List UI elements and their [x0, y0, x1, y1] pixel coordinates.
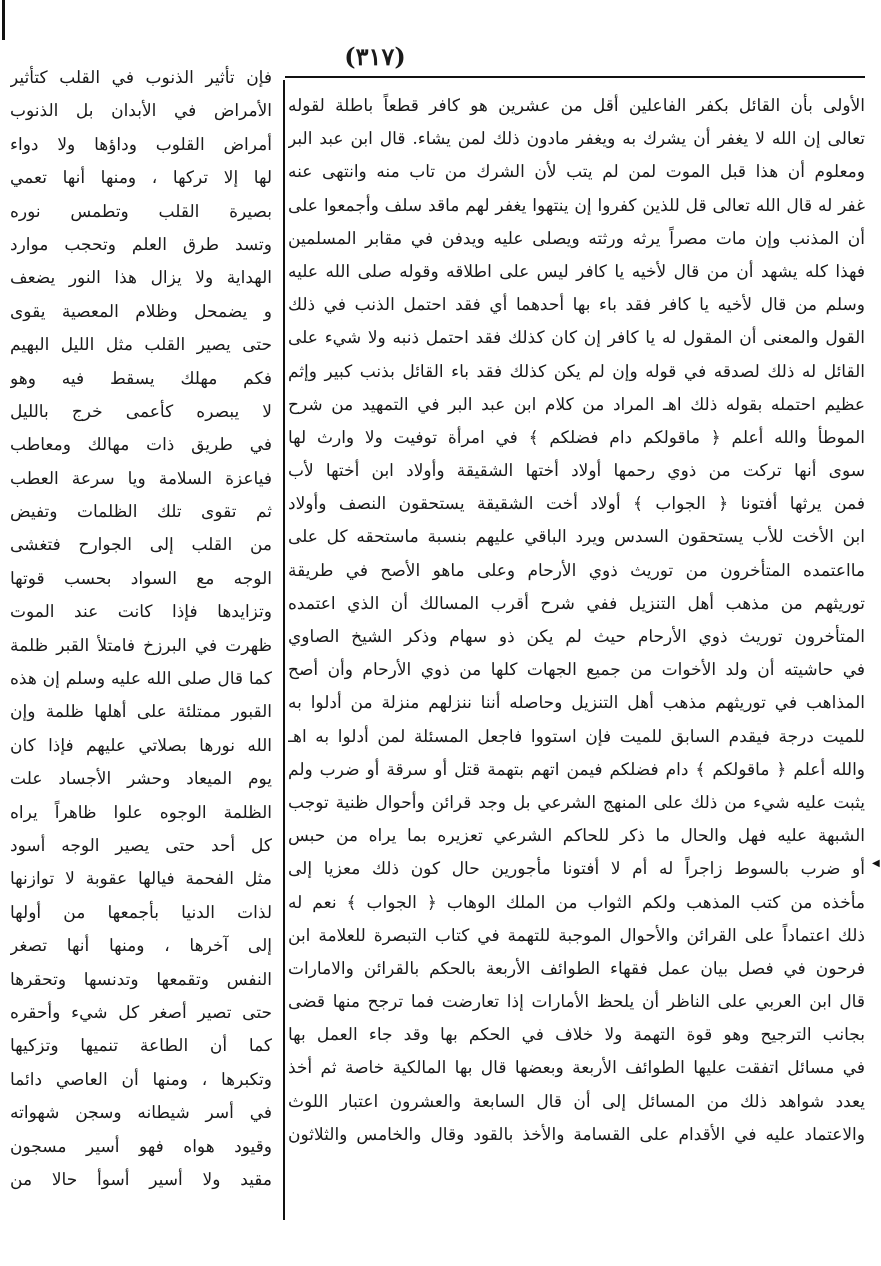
page-number: (٣١٧)	[344, 42, 406, 71]
main-text-line: عظيم احتمله بقوله ذلك اهـ المراد من كلام ابن عبد البر في التمهيد من شرح	[288, 394, 865, 415]
side-text-line: في طريق ذات مهالك ومعاطب	[10, 435, 272, 456]
main-text-line: غفر له قال الله تعالى قل للذين كفروا إن ينتهوا يغفر لهم ماقد سلف وأجمعوا على	[288, 195, 865, 216]
side-text-line: الأمراض في الأبدان بل الذنوب	[10, 101, 272, 122]
side-text-line: كما أن الطاعة تنميها وتزكيها	[10, 1036, 272, 1057]
side-text-line: القبور ممتلئة على أهلها ظلمة وإن	[10, 702, 272, 723]
side-text-line: حتى تصير أصغر كل شيء وأحقره	[10, 1002, 272, 1023]
side-text-line: النفس وتقمعها وتدنسها وتحقرها	[10, 969, 272, 990]
main-text-line: الأولى بأن القائل بكفر الفاعلين أقل من عشرين هو كافر قطعاً باطلة لقوله	[288, 96, 865, 116]
side-text-line: الوجه مع السواد بحسب قوتها	[10, 568, 272, 589]
side-text-line: مثل الفحمة فيالها عقوبة لا توازنها	[10, 869, 272, 890]
side-text-line: الله نورها بصلاتي عليهم فإذا كان	[10, 735, 272, 756]
side-text-line: كما قال صلى الله عليه وسلم إن هذه	[10, 669, 272, 690]
side-text-line: الهداية ولا يزال هذا النور يضعف	[10, 268, 272, 289]
side-text-line: فياعزة السلامة ويا سرعة العطب	[10, 468, 272, 489]
main-text-line: للميت درجة فيقدم السابق للميت فإن استووا فاجعل المسئلة لمن أدلوا به اهـ	[288, 726, 865, 747]
main-text-line: سوى أنها تركت من ذوي رحمها أولاد أختها الشقيقة وأولاد ابن أختها لأب	[288, 461, 865, 482]
side-text-line: ظهرت في البرزخ فامتلأ القبر ظلمة	[10, 635, 272, 656]
main-text-line: تعالى إن الله لا يغفر أن يشرك به ويغفر مادون ذلك لمن يشاء. قال ابن عبد البر	[288, 129, 865, 150]
side-text-line: حتى يصير القلب مثل الليل البهيم	[10, 335, 272, 356]
main-text-line: بجانب الترجيح وهو قوة التهمة ولا خلاف في الحكم بها وقد جاء العمل بها	[288, 1025, 865, 1046]
main-text-line: القائل له ذلك لصدقه في قوله وإن لم يكن كذلك فقد باء القائل بذنب كبير وإثم	[288, 361, 865, 382]
main-text-line: مأخذه من كتب المذهب ولكم الثواب من الملك الوهاب ﴿ الجواب ﴾ نعم له	[288, 892, 865, 913]
main-text-line: أو ضرب بالسوط زاجراً له أم لا أفتونا مأجورين حال كون ذلك معزيا إلى	[288, 859, 865, 880]
main-text-line: يثبت عليه شيء من ذلك على المنهج الشرعي بل وجد قرائن وأحوال ظنية توجب	[288, 792, 865, 813]
side-text-line: الظلمة الوجوه علوا ظاهراً يراه	[10, 802, 272, 823]
main-text-line: فمن يرثها أفتونا ﴿ الجواب ﴾ أولاد أخت الشقيقة يستحقون النصف وأولاد	[288, 494, 865, 515]
main-text-line: توريثهم من مذهب أهل التنزيل ففي شرح أقرب المسالك أن الذي اعتمده	[288, 593, 865, 614]
side-text-line: و يضمحل وظلام المعصية يقوى	[10, 301, 272, 322]
main-text-line: أن المذنب وإن مات مصراً يرثه ورثته ويصلى عليه ويدفن في مقابر المسلمين	[288, 228, 865, 249]
main-text-line: وسلم من قال لأخيه يا كافر فقد باء بها أحدهما أي فقد احتمل الذنب في ذلك	[288, 295, 865, 316]
main-text-line: ومعلوم أن هذا قبل الموت لمن لم يتب لأن الشرك من تاب منه وانتهى عنه	[288, 162, 865, 183]
side-text-line: إلى آخرها ، ومنها أنها تصغر	[10, 936, 272, 957]
main-text-line: والله أعلم ﴿ ماقولكم ﴾ دام فضلكم فيمن اتهم بتهمة قتل أو سرقة أو ضرب ولم	[288, 759, 865, 780]
main-text-column	[288, 90, 865, 1218]
main-text-line: قال ابن العربي على الناظر أن يلحظ الأمارات إذا تعارضت فما ترجح منها قضى	[288, 992, 865, 1013]
main-text-line: فرحون في فصل بيان عمل فقهاء الطوائف الأربعة بالحكم بالقرائن والامارات	[288, 958, 865, 979]
main-text-line: المذاهب في توريثهم مذهب أهل التنزيل وحاصله أننا ننزلهم منزلة من أدلوا به	[288, 693, 865, 714]
side-text-line: يوم الميعاد وحشر الأجساد علت	[10, 769, 272, 790]
side-text-line: فإن تأثير الذنوب في القلب كتأثير	[10, 68, 272, 88]
side-text-line: من القلب إلى الجوارح فتغشى	[10, 535, 272, 556]
main-text-line: ابن الأخت للأب يستحقون السدس ويرد الباقي عليهم بنسبة ماستحقه كل على	[288, 527, 865, 548]
main-text-line: فهذا كله يشهد أن من قال لأخيه يا كافر ليس على اطلاقه وقوله صلى الله عليه	[288, 261, 865, 282]
side-text-line: بصيرة القلب وتطمس نوره	[10, 201, 272, 222]
main-text-line: ذلك اعتماداً على القرائن والأحوال الموجبة للتهمة في كتاب التبصرة للعلامة ابن	[288, 925, 865, 946]
side-text-line: وتسد طرق العلم وتحجب موارد	[10, 234, 272, 255]
side-text-line: مقيد ولا أسير أسوأ حالا من	[10, 1169, 272, 1190]
column-divider	[283, 80, 285, 1220]
main-text-line: المتأخرون توريث ذوي الأرحام حيث لم يكن ذو سهام وذكر الشيخ الصاوي	[288, 627, 865, 647]
side-text-line: ثم تقوى تلك الظلمات وتفيض	[10, 502, 272, 523]
main-text-line: يعدد شواهد ذلك من المسائل إلى أن قال السابعة والعشرون اعتبار اللوث	[288, 1091, 865, 1112]
margin-marker-icon: ◀	[872, 858, 880, 869]
side-text-line: وقيود هواه فهو أسير مسجون	[10, 1136, 272, 1157]
main-text-line: الموطأ والله أعلم ﴿ ماقولكم دام فضلكم ﴾ في امرأة توفيت ولا وارث لها	[288, 427, 865, 448]
side-text-line: وتزايدها فإذا كانت عند الموت	[10, 602, 272, 623]
main-text-line: القول والمعنى أن المقول له يا كافر إن كان كذلك فقد احتمل ذنبه ولا شيء على	[288, 328, 865, 349]
side-text-line: لذات الدنيا بأجمعها من أولها	[10, 902, 272, 923]
side-text-line: لا يبصره كأعمى خرج بالليل	[10, 401, 272, 422]
main-text-line: في مسائل اتفقت عليها الطوائف الأربعة وبعضها قال بها المالكية خاصة ثم أخذ	[288, 1058, 865, 1079]
side-text-line: وتكبرها ، ومنها أن العاصي دائما	[10, 1069, 272, 1090]
main-text-line: مااعتمده المتأخرون من توريث ذوي الأرحام وعلى ماهو الأصح في طريقة	[288, 560, 865, 581]
side-text-line: لها إلا تركها ، ومنها أنها تعمي	[10, 168, 272, 189]
header-rule	[285, 76, 865, 78]
side-text-column	[10, 62, 272, 1232]
side-text-line: في أسر شيطانه وسجن شهواته	[10, 1103, 272, 1124]
page-edge-mark	[2, 0, 5, 40]
side-text-line: كل أحد حتى يصير الوجه أسود	[10, 835, 272, 856]
side-text-line: أمراض القلوب وداؤها ولا دواء	[10, 134, 272, 155]
main-text-line: في حاشيته أن ولد الأخوات من جميع الجهات كلها من ذوي الأرحام وأن أصح	[288, 660, 865, 681]
side-text-line: فكم مهلك يسقط فيه وهو	[10, 368, 272, 389]
main-text-line: والاعتماد عليه في الأقدام على القسامة والأخذ بالقود وقال والخامس والثلاثون	[288, 1124, 865, 1145]
main-text-line: الشبهة عليه فهل والحال ما ذكر للحاكم الشرعي تعزيره بما يراه من حبس	[288, 826, 865, 847]
